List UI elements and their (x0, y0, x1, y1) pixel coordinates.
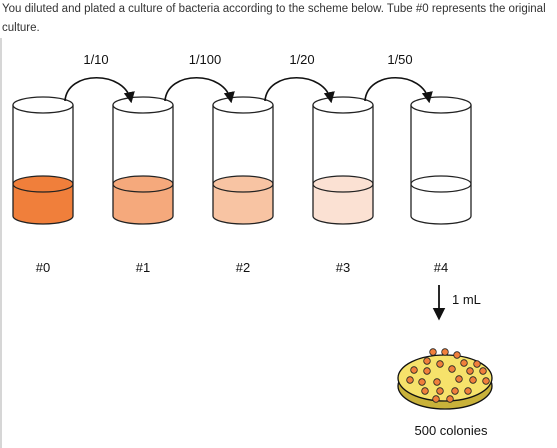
tube-0 (13, 97, 73, 224)
colony (470, 377, 477, 384)
colony (419, 379, 426, 386)
tube-2 (213, 97, 273, 224)
colony (483, 378, 490, 385)
colony (424, 358, 431, 365)
tube-label-2: #2 (235, 260, 251, 275)
colony (454, 352, 461, 359)
colony (437, 388, 444, 395)
colony (411, 367, 418, 374)
tube-label-0: #0 (35, 260, 51, 275)
transfer-arrow-1 (65, 78, 131, 101)
colony (422, 388, 429, 395)
tube-rim (411, 97, 471, 113)
colony (430, 349, 437, 356)
colony (480, 368, 487, 375)
tube-4 (411, 97, 471, 224)
colony (437, 361, 444, 368)
tube-3 (313, 97, 373, 224)
dilution-label-4: 1/50 (387, 52, 413, 67)
petri-dish (398, 349, 492, 409)
colony (442, 349, 449, 356)
colony (465, 388, 472, 395)
tube-label-3: #3 (335, 260, 351, 275)
transfer-arrow-3 (265, 78, 331, 101)
tubes-group (13, 97, 471, 224)
colony (407, 377, 414, 384)
colony (447, 396, 454, 403)
liquid-surface (13, 176, 73, 192)
tube-rim (313, 97, 373, 113)
liquid-surface (213, 176, 273, 192)
tube-rim (13, 97, 73, 113)
colony (449, 366, 456, 373)
tube-rim (213, 97, 273, 113)
liquid-surface (113, 176, 173, 192)
question-text: You diluted and plated a culture of bacteria according to the scheme below. Tube #0 represents the original culture. (2, 3, 546, 34)
colony (434, 379, 441, 386)
colony (456, 376, 463, 383)
transfer-arrow-4 (365, 78, 429, 101)
dilution-label-3: 1/20 (289, 52, 315, 67)
colony (467, 368, 474, 375)
colony (461, 360, 468, 367)
liquid-surface (313, 176, 373, 192)
colony (452, 388, 459, 395)
colony (424, 368, 431, 375)
dilution-label-1: 1/10 (83, 52, 109, 67)
tube-1 (113, 97, 173, 224)
colony (433, 396, 440, 403)
colony (474, 361, 481, 368)
tube-label-4: #4 (433, 260, 449, 275)
colony-count-label: 500 colonies (414, 423, 488, 438)
plating-volume-label: 1 mL (452, 292, 481, 307)
liquid-surface (411, 176, 471, 192)
dilution-label-2: 1/100 (188, 52, 222, 67)
tube-label-1: #1 (135, 260, 151, 275)
transfer-arrow-2 (165, 78, 231, 101)
tube-rim (113, 97, 173, 113)
